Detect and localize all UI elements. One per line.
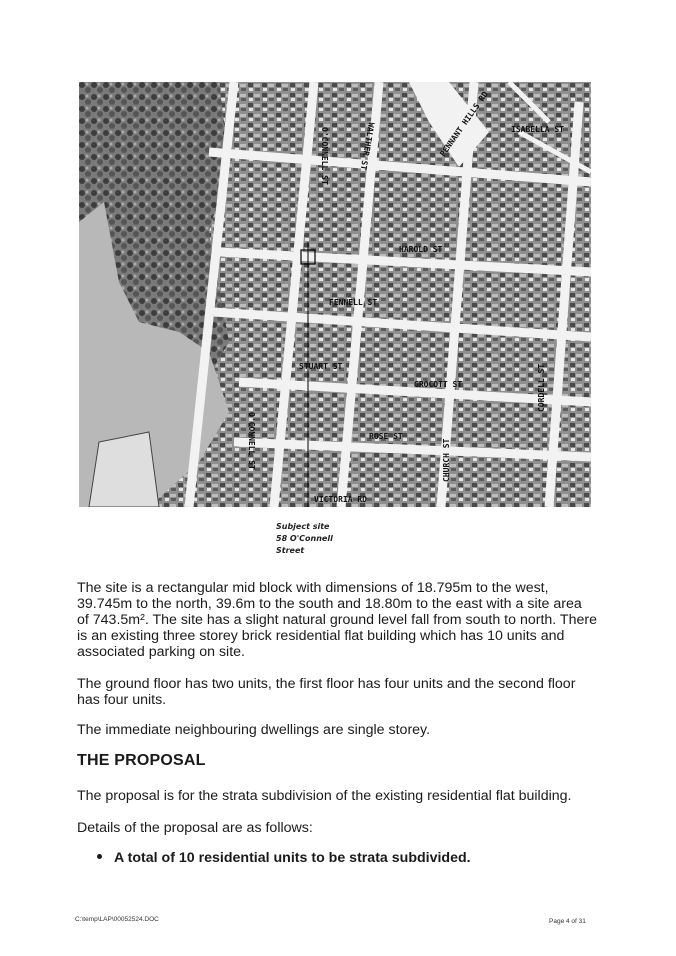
aerial-map-graphic [79,82,591,507]
bullet-item [97,850,471,866]
bullet-icon [97,854,102,859]
bullet-text: A total of 10 residential units to be strata subdivided. [114,850,471,866]
map-label-church-st: CHURCH ST [442,438,451,482]
section-heading-proposal: THE PROPOSAL [77,752,206,769]
site-description-paragraph: The site is a rectangular mid block with dimensions of 18.795m to the west, 39.745m to the north, 39.6m to the south and 18.80m to the east with a site area of 743.5m². The site has a slight natural ground level fall from south to north. There is an existing three storey brick residential flat building which has 10 units and associated parking on site. [77,580,597,660]
proposal-details-intro: Details of the proposal are as follows: [77,820,313,836]
map-label-oconnell-st-south: O'CONNELL ST [247,412,256,470]
map-label-rose-st: ROSE ST [369,432,403,441]
caption-line-2: 58 O'Connell [276,534,333,543]
map-label-harold-st: HAROLD ST [399,245,443,254]
map-label-oconnell-st-north: O'CONNELL ST [320,127,329,185]
map-label-grocott-st: GROCOTT ST [414,380,463,389]
map-label-stuart-st: STUART ST [299,362,343,371]
caption-line-3: Street [276,546,305,555]
map-label-isabella-st: ISABELLA ST [511,125,564,134]
map-label-victoria-rd: VICTORIA RD [314,495,367,504]
map-label-cordell-st: CORDELL ST [537,363,546,412]
site-location-map [79,82,591,507]
map-label-walther-st: WALTHER ST [358,121,376,171]
footer-page-number: Page 4 of 31 [549,918,586,925]
caption-line-1: Subject site [276,522,330,531]
map-caption [276,521,333,557]
floor-units-paragraph: The ground floor has two units, the first floor has four units and the second floor has four units. [77,676,576,708]
footer-file-path: C:\temp\LAP\00052524.DOC [75,916,159,923]
proposal-summary-paragraph: The proposal is for the strata subdivision of the existing residential flat building. [77,788,572,804]
neighbouring-dwellings-paragraph: The immediate neighbouring dwellings are single storey. [77,722,431,738]
map-label-pennant-hills-rd: PENNANT HILLS RD [438,89,490,159]
map-label-fennell-st: FENNELL ST [329,298,378,307]
